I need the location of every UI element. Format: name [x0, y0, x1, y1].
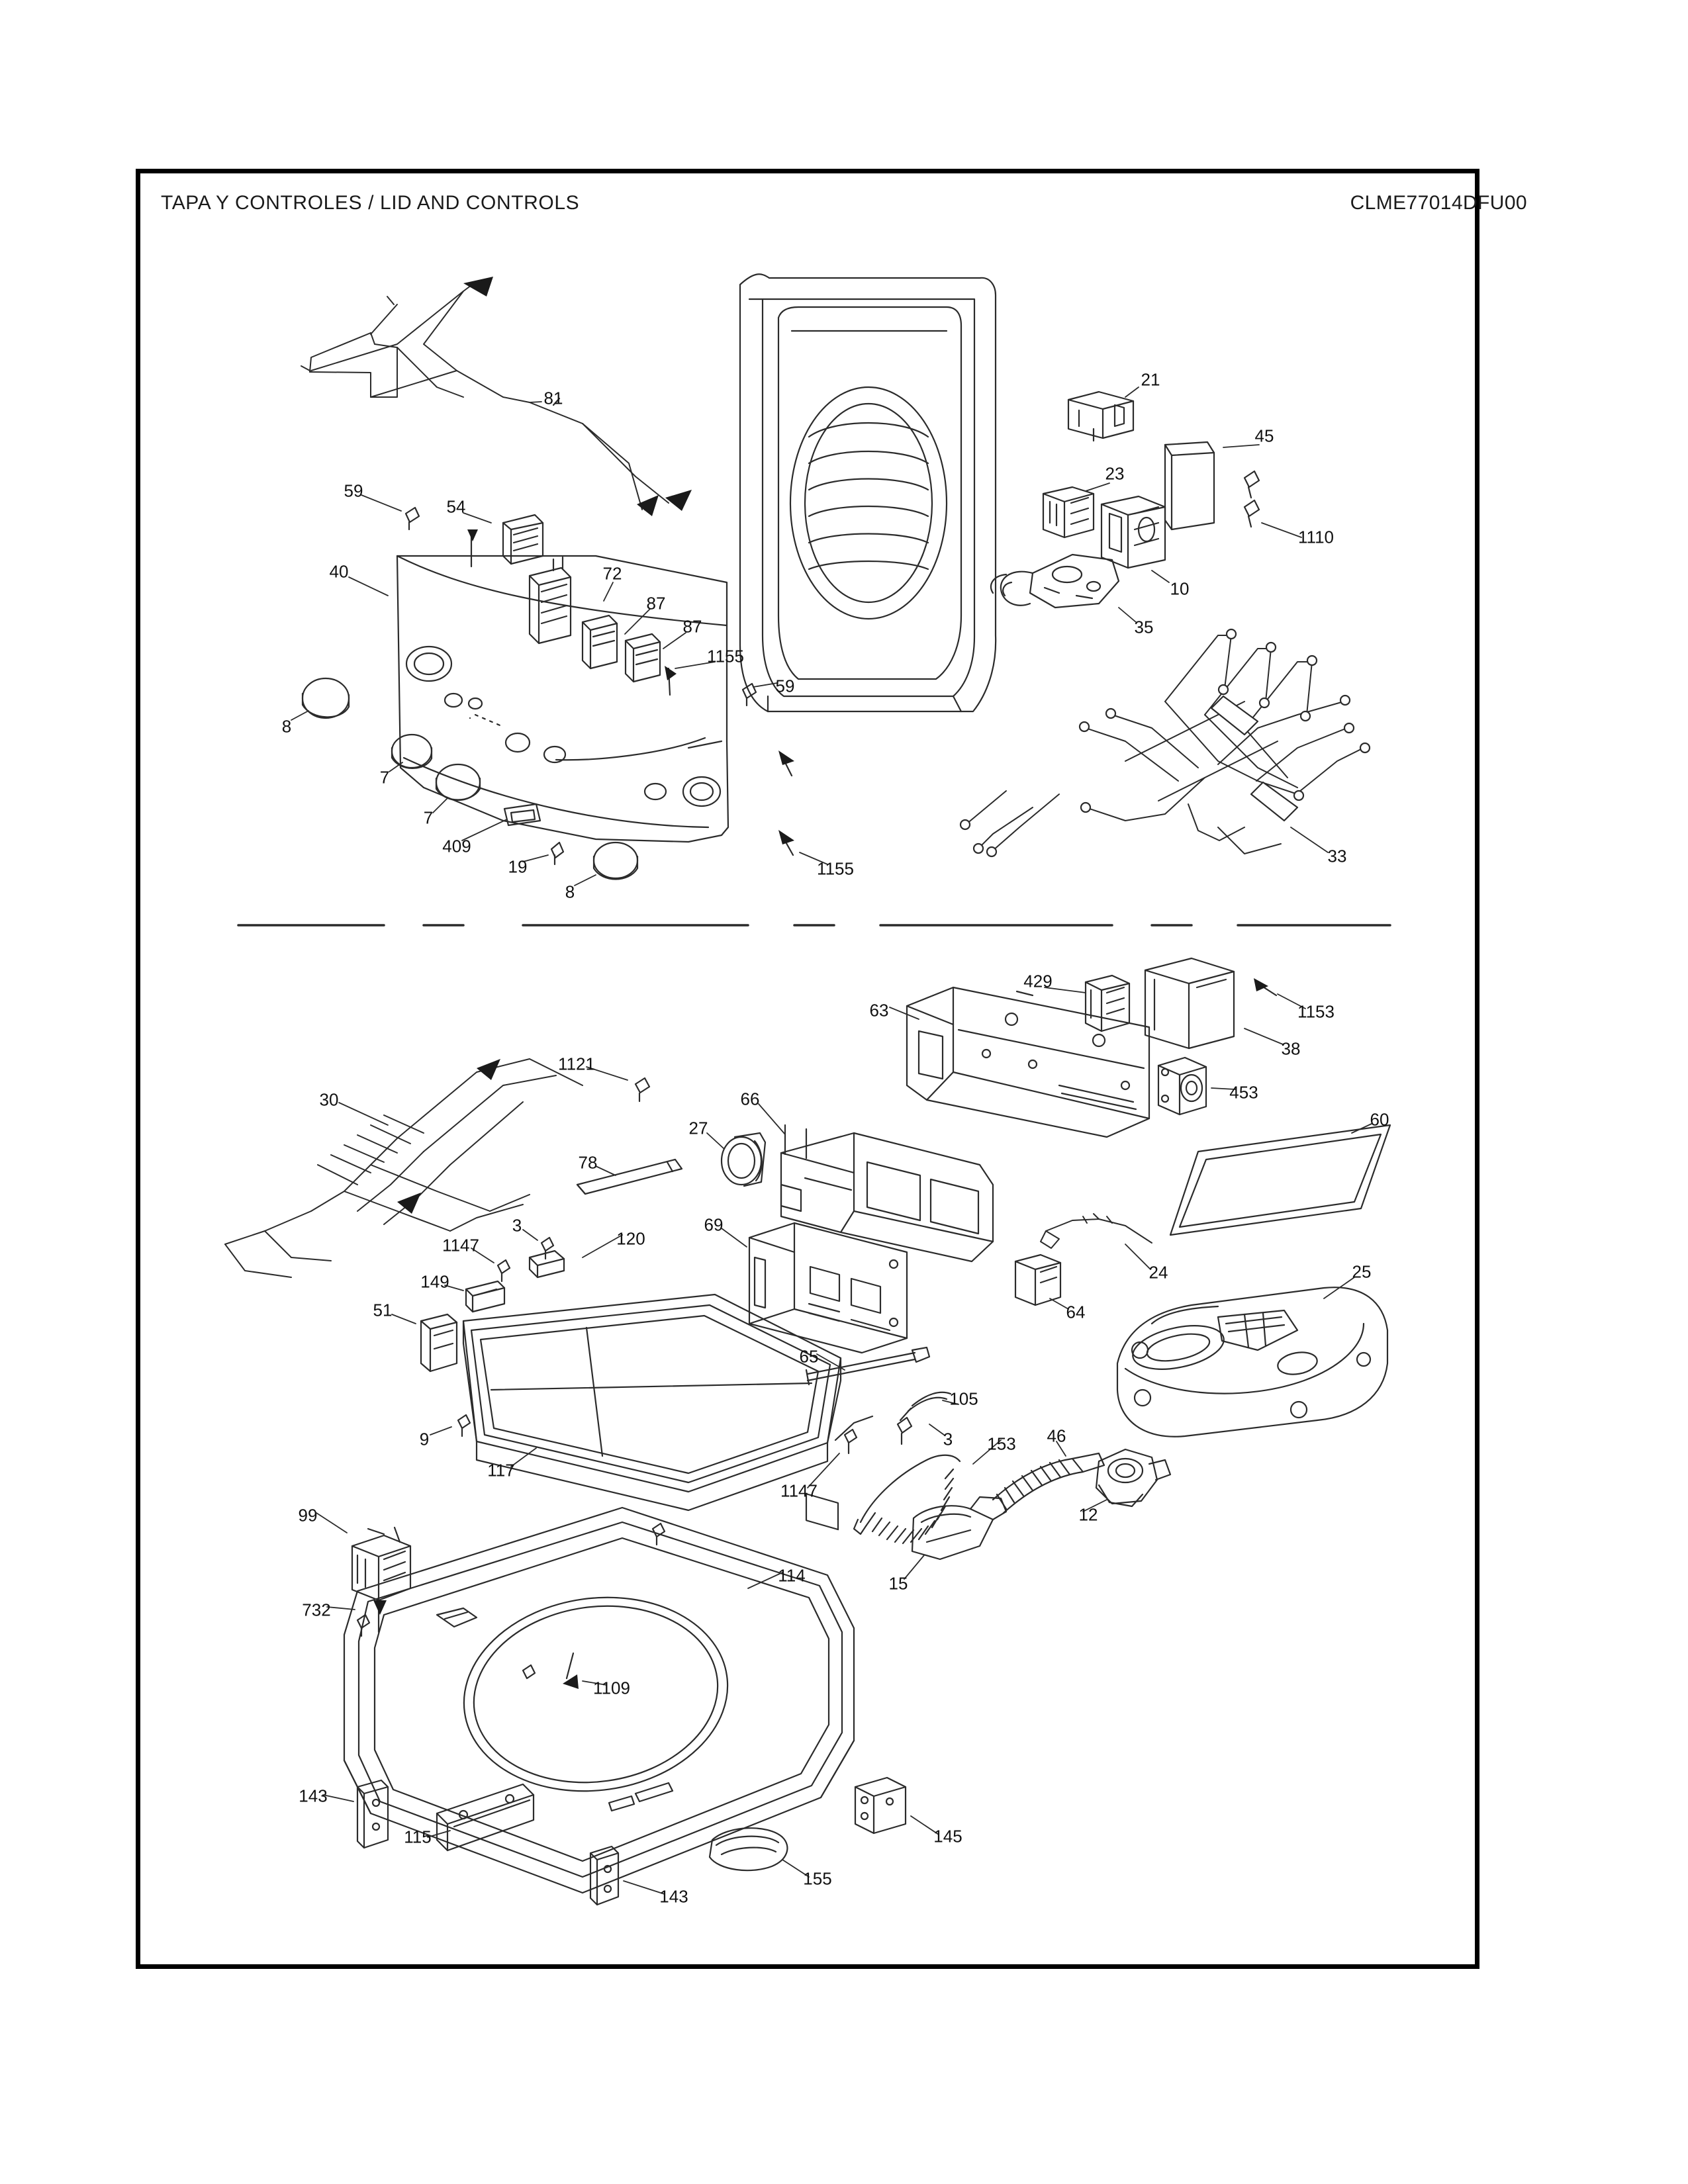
model-code: CLME77014DFU00 [1350, 192, 1527, 214]
callout-59-a: 59 [344, 480, 363, 501]
callout-8-b: 8 [565, 882, 575, 902]
callout-1109: 1109 [593, 1678, 630, 1698]
callout-115: 115 [404, 1827, 432, 1847]
callout-25: 25 [1352, 1261, 1372, 1282]
callout-149: 149 [420, 1271, 449, 1292]
callout-27: 27 [688, 1118, 708, 1138]
callout-81: 81 [543, 388, 563, 408]
callout-143-b: 143 [659, 1886, 688, 1907]
callout-10: 10 [1170, 578, 1190, 599]
callout-1155-a: 1155 [707, 646, 744, 666]
callout-105: 105 [949, 1388, 978, 1409]
callout-7-a: 7 [379, 767, 390, 788]
callout-38: 38 [1281, 1038, 1301, 1059]
callout-155: 155 [803, 1868, 832, 1889]
callout-59-b: 59 [775, 676, 795, 696]
callout-8-a: 8 [281, 716, 292, 737]
callout-7-b: 7 [423, 807, 434, 828]
callout-15: 15 [888, 1573, 908, 1594]
callout-30: 30 [319, 1089, 339, 1110]
callout-1147-b: 1147 [780, 1480, 818, 1501]
callout-145: 145 [933, 1826, 962, 1846]
callout-64: 64 [1066, 1302, 1086, 1322]
callout-153: 153 [987, 1433, 1016, 1454]
callout-1155-b: 1155 [817, 858, 854, 879]
callout-69: 69 [704, 1214, 724, 1235]
callout-45: 45 [1254, 426, 1274, 446]
callout-120: 120 [616, 1228, 645, 1249]
page-title: TAPA Y CONTROLES / LID AND CONTROLS [161, 192, 580, 214]
callout-9: 9 [419, 1429, 430, 1449]
callout-732: 732 [302, 1600, 331, 1620]
callout-1147-a: 1147 [442, 1235, 479, 1255]
callout-72: 72 [602, 563, 622, 584]
callout-19: 19 [508, 856, 528, 877]
callout-46: 46 [1047, 1426, 1066, 1446]
callout-63: 63 [869, 1000, 889, 1021]
callout-12: 12 [1078, 1504, 1098, 1525]
callout-66: 66 [740, 1089, 760, 1109]
diagram-border [136, 169, 1479, 1969]
callout-87-b: 87 [682, 616, 702, 637]
callout-99: 99 [298, 1505, 318, 1525]
callout-54: 54 [446, 496, 466, 517]
callout-3-b: 3 [943, 1429, 953, 1449]
callout-143-a: 143 [299, 1786, 328, 1806]
callout-409: 409 [442, 836, 471, 856]
callout-60: 60 [1370, 1109, 1389, 1130]
callout-429: 429 [1023, 971, 1053, 991]
callout-3-a: 3 [512, 1215, 522, 1236]
callout-33: 33 [1327, 846, 1347, 866]
callout-65: 65 [799, 1346, 819, 1367]
callout-23: 23 [1105, 463, 1125, 484]
callout-24: 24 [1149, 1262, 1168, 1283]
callout-453: 453 [1229, 1082, 1258, 1103]
callout-1110: 1110 [1298, 527, 1334, 547]
callout-35: 35 [1134, 617, 1154, 637]
callout-117: 117 [487, 1460, 515, 1480]
callout-1153: 1153 [1297, 1001, 1335, 1022]
callout-114: 114 [778, 1565, 806, 1586]
callout-1121: 1121 [558, 1054, 595, 1074]
callout-40: 40 [329, 561, 349, 582]
callout-51: 51 [373, 1300, 393, 1320]
callout-78: 78 [578, 1152, 598, 1173]
callout-87-a: 87 [646, 593, 666, 614]
callout-21: 21 [1141, 369, 1160, 390]
